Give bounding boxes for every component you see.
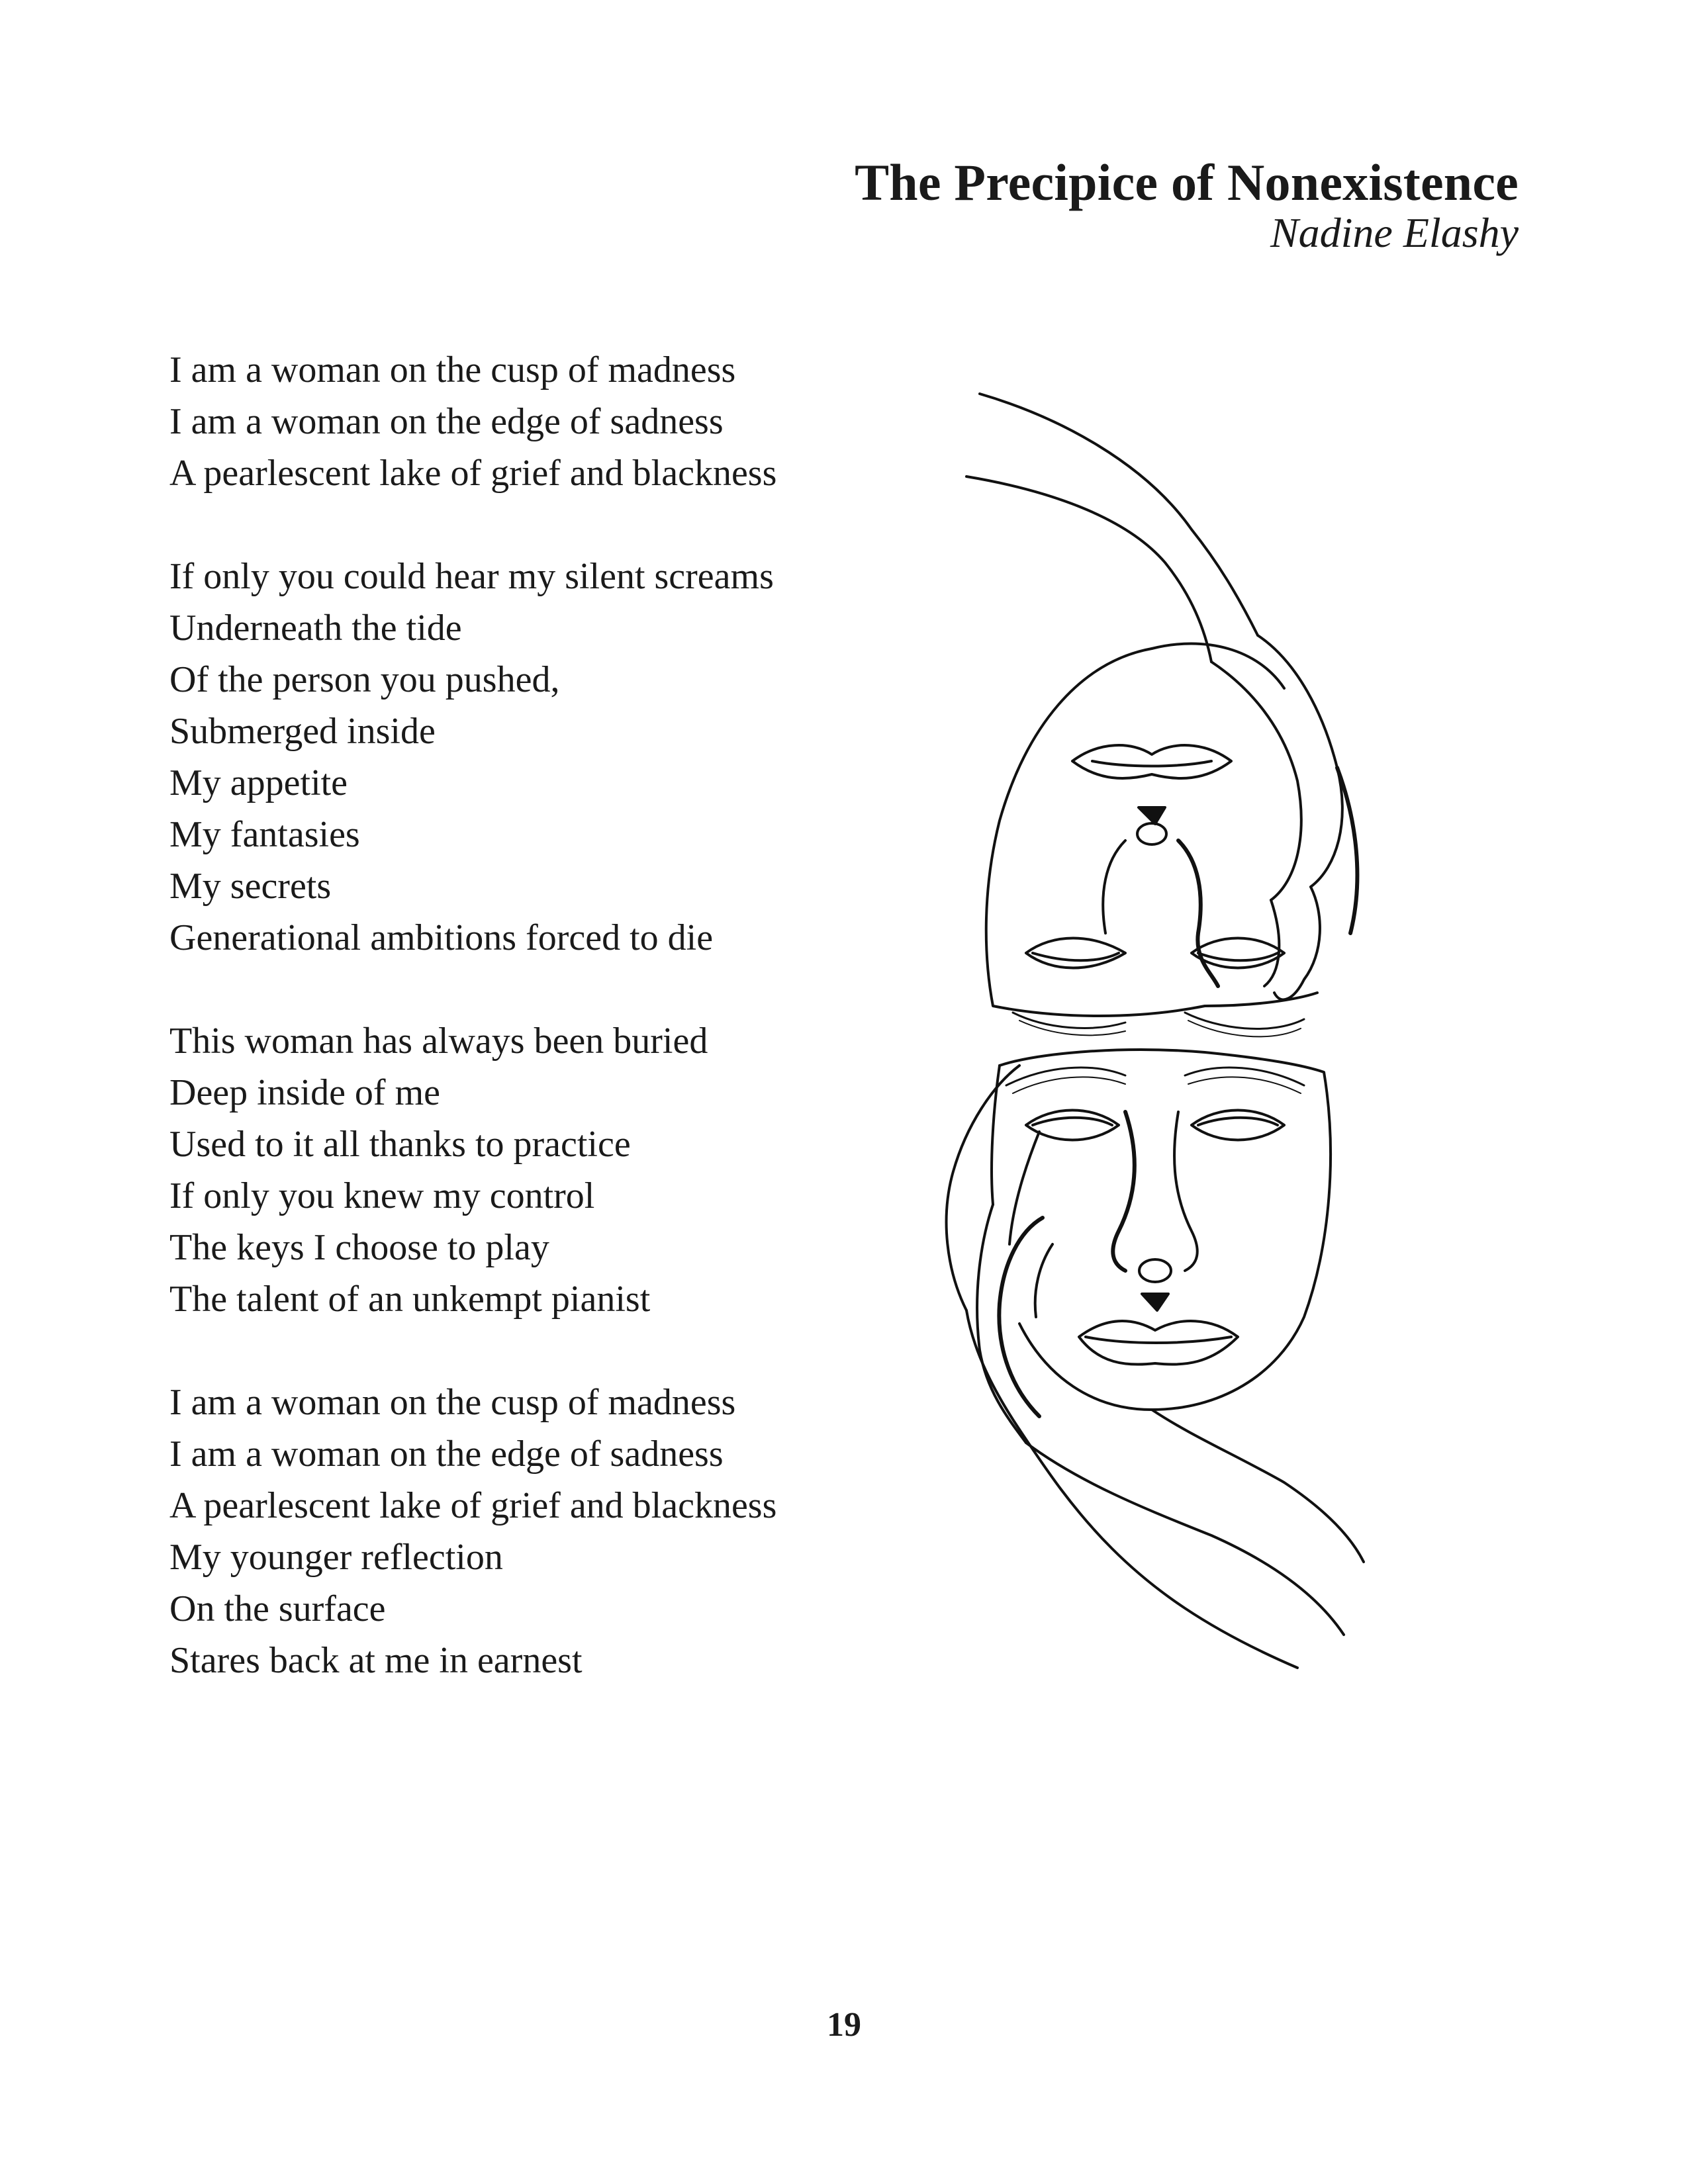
mirrored-faces-line-art-icon <box>927 318 1456 1747</box>
poem-line: Used to it all thanks to practice <box>169 1124 631 1165</box>
poem-line: My younger reflection <box>169 1537 503 1578</box>
page-number: 19 <box>827 2006 861 2044</box>
poem-line: My secrets <box>169 866 332 907</box>
poem-line: The talent of an unkempt pianist <box>169 1279 651 1320</box>
stanza-4 <box>169 1377 898 1686</box>
poem-line: If only you could hear my silent screams <box>169 556 774 597</box>
stanza-1 <box>169 344 898 499</box>
poem-author: Nadine Elashy <box>1270 208 1519 256</box>
stanza-3 <box>169 1015 898 1325</box>
poem-line: The keys I choose to play <box>169 1227 549 1268</box>
poem-line: Stares back at me in earnest <box>169 1640 583 1681</box>
poem-line: Deep inside of me <box>169 1072 440 1113</box>
poem-title: The Precipice of Nonexistence <box>855 154 1519 211</box>
poem-line: I am a woman on the cusp of madness <box>169 1382 736 1423</box>
poem-line: My fantasies <box>169 814 360 855</box>
poem-line: A pearlescent lake of grief and blackness <box>169 453 777 494</box>
stanza-2 <box>169 551 898 964</box>
poem-line: Underneath the tide <box>169 608 462 649</box>
poem-line: My appetite <box>169 762 348 803</box>
poem-line: On the surface <box>169 1588 386 1629</box>
poem-line: I am a woman on the edge of sadness <box>169 401 724 442</box>
poem-line: If only you knew my control <box>169 1175 595 1216</box>
poem-line: Generational ambitions forced to die <box>169 917 714 958</box>
poem-line: I am a woman on the cusp of madness <box>169 349 736 390</box>
poem-line: This woman has always been buried <box>169 1021 708 1062</box>
poem-line: Submerged inside <box>169 711 436 752</box>
poem-line: A pearlescent lake of grief and blackness <box>169 1485 777 1526</box>
title-block <box>855 156 1519 256</box>
poem-line: I am a woman on the edge of sadness <box>169 1433 724 1475</box>
poem-line: Of the person you pushed, <box>169 659 560 700</box>
poem-body <box>169 344 898 1738</box>
